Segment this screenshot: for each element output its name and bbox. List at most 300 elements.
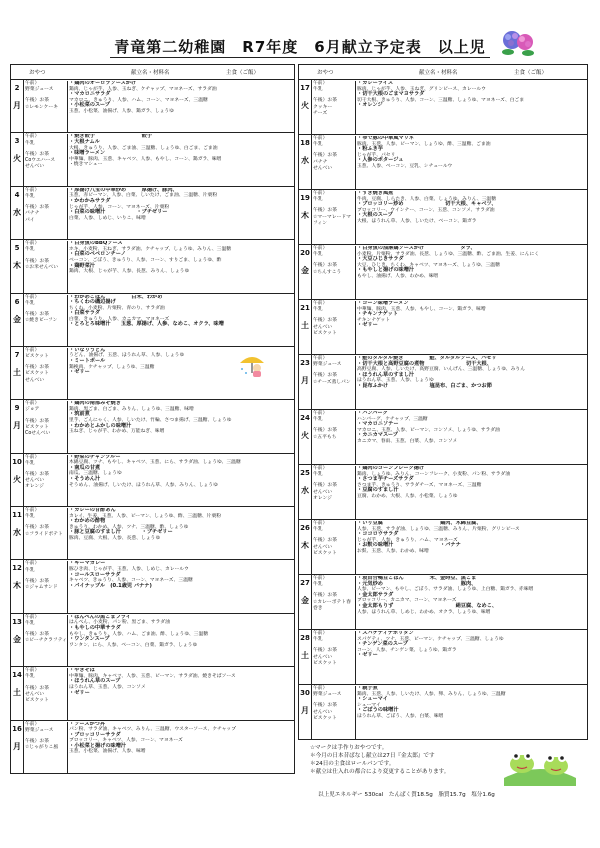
snack-line: 午後）お茶 xyxy=(25,738,49,744)
day-number: 14 xyxy=(12,671,22,680)
ingredient-line: 玉葱、人参、ベーコン、豆乳、シチュールウ xyxy=(357,163,453,169)
date-cell xyxy=(299,410,312,464)
day-row xyxy=(11,454,294,507)
dish-name: ・やきそば xyxy=(69,668,95,674)
menu-cell xyxy=(69,134,292,168)
snack-line: 午前） xyxy=(313,686,328,691)
day-row xyxy=(299,520,587,575)
dish-name: ・スパゲティナポリタン xyxy=(357,631,414,636)
weekday: 土 xyxy=(301,321,309,330)
dish-name: ・鶏肉の南部みそ焼き xyxy=(69,401,121,407)
dish-name: ・わかめとふかしの味噌汁 xyxy=(69,422,132,429)
snack-line: ビスケット xyxy=(313,715,337,721)
snack-line: 牛乳 xyxy=(25,567,35,573)
menu-cell xyxy=(357,411,585,445)
ingredient-line: ブロッコリー、ウインナー、コーン、玉葱、コンソメ、サラダ油 xyxy=(357,207,495,213)
ingredient-line: 小麦粉、片栗粉、サラダ油、長葱、しょうゆ、三温糖、酢、ごま油、生姜、にんにく xyxy=(357,251,540,257)
date-cell xyxy=(299,355,312,409)
day-number: 2 xyxy=(14,84,20,92)
ingredient-line: 中華麺、豚肉、玉葱、人参、もやし、コーン、鶏ガラ、味噌 xyxy=(357,306,486,312)
hydrangea-illustration xyxy=(500,28,536,58)
snack-cell xyxy=(25,401,68,452)
snack-line: ビスケット xyxy=(25,697,49,703)
date-cell xyxy=(11,133,24,185)
snack-cell xyxy=(313,686,356,740)
snack-line: 午前） xyxy=(25,721,40,727)
snack-line: 牛乳 xyxy=(313,472,323,478)
snack-cell xyxy=(313,631,356,684)
ingredient-line: 鶏肉、大根、じゃが芋、人参、長葱、みりん、しょうゆ xyxy=(69,269,190,275)
ingredient-line: 豚肉、じゃが芋、人参、玉ねぎ、グリンピース、カレールウ xyxy=(357,86,486,92)
snack-line: 午後）お茶 xyxy=(25,632,49,638)
snack-line: 牛乳 xyxy=(313,637,323,643)
snack-cell xyxy=(25,188,68,239)
snack-cell xyxy=(313,191,356,244)
dish-name: ・カレーライス xyxy=(357,81,394,86)
snack-line: 午後）お茶 xyxy=(25,311,49,317)
date-cell xyxy=(299,80,312,134)
dish-name: ・白菜のペペロンチーノ xyxy=(69,251,126,258)
day-number: 13 xyxy=(12,617,22,626)
frog-illustration xyxy=(500,740,580,786)
dish-name: ・コールスローサラダ xyxy=(69,571,121,578)
date-cell xyxy=(299,190,312,244)
day-row xyxy=(11,133,294,186)
date-cell xyxy=(299,245,312,299)
dish-name: ・カニカマスープ xyxy=(357,432,398,439)
ingredient-line: 鶏肉、じゃが芋、人参、玉ねぎ、ケチャップ、マヨネーズ、サラダ油 xyxy=(69,86,217,92)
dish-name: ・豚と豆腐のすまし汁 ・ブチゼリー xyxy=(69,529,173,536)
dish-name: ・そうめん汁 xyxy=(69,476,101,482)
menu-cell xyxy=(69,81,292,115)
weekday: 金 xyxy=(13,634,21,644)
snack-line: ☆マーマレードマフィン xyxy=(313,214,351,226)
dish-name: ・ごぼうの味噌汁 xyxy=(357,707,399,714)
ingredient-line: パン粉、サラダ油、キャベツ、みりん、三温糖、ウスターソース、ケチャップ xyxy=(69,727,237,733)
header-menu: 献立名・材料名 xyxy=(131,70,170,76)
snack-line: 午前） xyxy=(313,356,328,361)
dish-name: ・パイナップル (0.1歳児 バナナ) xyxy=(69,582,152,589)
weekday: 土 xyxy=(301,651,309,660)
dish-name: ・とろとろ味噌汁 玉葱、厚揚げ、人参、なめこ、オクラ、味噌 xyxy=(69,321,224,328)
day-row xyxy=(11,80,294,133)
dish-name: ・わかめごはん 白米、わかめ xyxy=(69,294,163,300)
date-cell xyxy=(11,80,24,132)
dish-name: ・シューマイ xyxy=(357,696,388,703)
snack-line: ビスケット xyxy=(25,424,49,430)
dish-name: ・コーン味噌ラーメン xyxy=(357,301,409,306)
ingredient-line: 大根、きゅうり、人参、ごま油、三温糖、しょうゆ、白ごま、ごま油 xyxy=(69,145,218,151)
snack-line: 午後）お茶 xyxy=(25,258,49,264)
weekday: 火 xyxy=(13,154,21,164)
dish-name: ・切干大根と高野豆腐の煮物 切干大根、 xyxy=(357,360,492,367)
menu-cell xyxy=(69,401,292,435)
table-header xyxy=(11,65,294,80)
snack-line: 午後）お茶 xyxy=(25,151,49,157)
dish-name: ・わかめの酢物 xyxy=(69,518,106,525)
dish-name: ・ワンタンスープ xyxy=(69,636,110,643)
snack-cell xyxy=(25,81,68,132)
snack-line: 午前） xyxy=(313,246,328,251)
ingredient-line: そうめん、油揚げ、しいたけ、ほうれん草、人参、みりん、しょうゆ xyxy=(69,482,218,488)
header-rice: 主食（ご飯） xyxy=(514,70,548,76)
ingredient-line: お麩、玉葱、人参、わかめ、味噌 xyxy=(357,548,429,554)
snack-line: クッキー xyxy=(313,104,333,110)
dish-name: ・鶏野菜汁 xyxy=(69,262,95,269)
snack-cell xyxy=(313,576,356,629)
snack-line: 午前） xyxy=(313,136,328,141)
day-row xyxy=(299,685,587,740)
ingredient-line: じゃが芋、人参、きゅうり、ハム、マヨネーズ xyxy=(357,537,458,543)
snack-line: 午前） xyxy=(313,191,328,196)
weekday: 土 xyxy=(13,688,21,698)
day-number: 27 xyxy=(300,579,310,587)
dish-name: ・鶏肉のオーロラソースがけ xyxy=(69,81,137,86)
weekday: 水 xyxy=(13,207,21,217)
ingredient-line: 中華麺、豚肉、キャベツ、人参、玉葱、ピーマン、サラダ油、焼きそばソース xyxy=(69,673,236,679)
day-number: 4 xyxy=(14,190,20,199)
snack-line: 午後）お茶 xyxy=(313,703,337,709)
snack-line: ビスケット xyxy=(313,550,337,556)
note-line: ☆マークは手作りおやつです。 xyxy=(310,745,388,751)
snack-line: 牛乳 xyxy=(25,514,35,520)
snack-line: 午前） xyxy=(313,466,328,471)
snack-line: 午前） xyxy=(313,521,328,526)
day-row xyxy=(11,347,294,400)
snack-line: 牛乳 xyxy=(313,582,323,588)
snack-line: 午後）お茶 xyxy=(313,153,337,159)
ingredient-line: 中華麺、豚肉、玉葱、キャベツ、人参、もやし、コーン、鶏ガラ、味噌 xyxy=(69,156,222,162)
dish-name: ・ほうれん草のスープ xyxy=(69,678,121,685)
table-header xyxy=(299,65,587,80)
snack-line: 野菜ジュース xyxy=(25,727,54,733)
day-number: 5 xyxy=(14,244,20,253)
ingredient-line: 豚肉、豆腐、大根、人参、長葱、しょうゆ xyxy=(69,535,161,541)
menu-cell xyxy=(357,301,585,329)
dish-name: ・鶏肉のコーンフレーク揚げ xyxy=(357,466,425,471)
weekday: 火 xyxy=(301,431,309,440)
snack-cell xyxy=(25,455,68,506)
snack-line: 午前） xyxy=(25,347,40,353)
dish-name: ・ミートボール xyxy=(69,358,106,365)
ingredient-line: マカロニ、きゅうり、人参、ハム、コーン、マヨネーズ、三温糖 xyxy=(69,97,208,103)
snack-line: 午後）お茶 xyxy=(25,205,49,211)
dish-name: ・いなりうどん xyxy=(69,347,106,353)
header-menu: 献立名・材料名 xyxy=(419,70,458,76)
ingredient-line: ブロッコリー、カニカマ、コーン、マヨネーズ xyxy=(357,598,457,604)
date-cell xyxy=(11,240,24,292)
snack-line: ☆五平もち xyxy=(313,434,337,440)
dish-name: ・白菜の味噌汁 ・ブチゼリー xyxy=(69,209,168,216)
snack-line: 午前） xyxy=(313,81,328,86)
snack-line: 午前） xyxy=(25,508,40,513)
snack-line: 午前） xyxy=(313,411,328,416)
snack-line: ビスケット xyxy=(313,330,337,336)
ingredient-line: 牛肉、豆腐、しらたき、人参、白菜、しょうゆ、みりん、三温糖 xyxy=(357,196,497,202)
ingredient-line: 鶏挽肉、ケチャップ、しょうゆ、三温糖 xyxy=(69,364,155,370)
dish-name: ・大豆ひじきサラダ xyxy=(357,256,404,263)
snack-line: ☆フライドポテト xyxy=(25,531,63,537)
header-rice: 主食（ご飯） xyxy=(226,70,260,76)
menu-cell xyxy=(357,136,585,170)
day-number: 21 xyxy=(300,304,310,312)
snack-line: 野菜ジュース xyxy=(313,692,342,698)
snack-cell xyxy=(313,136,356,189)
date-cell xyxy=(299,685,312,740)
dish-name: ・元気炒め 豚肉、 xyxy=(357,580,477,587)
menu-cell xyxy=(357,466,585,500)
snack-line: 牛乳 xyxy=(313,252,323,258)
day-number: 7 xyxy=(14,350,20,359)
dish-name: ・小松菜のスープ xyxy=(69,102,110,109)
ingredient-line: 玉葱、赤ピーマン、人参、白菜、しいたけ、ごま油、三温糖、片栗粉 xyxy=(69,193,218,199)
snack-line: ☆レモンケーキ xyxy=(25,104,58,110)
ingredient-line: キャベツ、きゅうり、人参、コーン、マヨネーズ、三温糖 xyxy=(69,578,193,584)
snack-line: 午前） xyxy=(25,187,40,193)
dish-name: ・大根ナムル xyxy=(69,138,100,145)
dish-name: ・チキンナゲット xyxy=(357,311,399,318)
dish-name: ・白身魚の油淋鶏ソースがけ タラ、 xyxy=(357,246,476,251)
dish-name: ・坂田合鴨豆ごはん 米、金時豆、黒ごま xyxy=(357,576,477,581)
ingredient-line: 南瓜、三温糖、しょうゆ xyxy=(69,471,122,477)
snack-line: 午後）お茶 xyxy=(313,648,337,654)
dish-name: ・厚揚げ八宝の中華炒め 厚揚げ、豚肉、 xyxy=(69,187,178,193)
snack-line: 午後）お茶 xyxy=(25,578,49,584)
snack-line: オレンジ xyxy=(25,484,44,490)
snack-line: 野菜ジュース xyxy=(313,362,342,368)
snack-line: 午前） xyxy=(25,668,40,674)
dish-name: ・粉ふき芋 xyxy=(357,146,383,153)
day-row xyxy=(299,80,587,135)
menu-cell xyxy=(69,561,292,589)
dish-name: ・ソースかつ丼 xyxy=(69,721,106,727)
snack-line: ☆焼きビーフン xyxy=(25,318,58,324)
date-cell xyxy=(299,465,312,519)
ingredient-line: さつま芋、きゅうり、サラダチーズ、マヨネーズ、三温糖 xyxy=(357,482,482,488)
snack-line: ☆カレーポテト春巻き xyxy=(313,599,351,611)
snack-line: 午後）お茶 xyxy=(313,373,337,379)
ingredient-line: ベーコン、ごぼう、きゅうり、人参、コーン、すりごま、しょうゆ、酢 xyxy=(69,257,222,263)
date-cell xyxy=(299,135,312,189)
day-row xyxy=(11,507,294,560)
snack-line: せんべい xyxy=(313,709,333,715)
dish-name: ・ココロウサラダ xyxy=(357,531,399,538)
ingredient-line: 玉ねぎ、じゃが芋、わかめ、万能ねぎ、味噌 xyxy=(69,429,165,435)
menu-table-left xyxy=(10,64,295,774)
snack-line: ☆ちんすこう xyxy=(313,269,342,275)
snack-line: ☆お米せんべい xyxy=(25,264,58,270)
ingredient-line: 里芋、ごんにゃく、人参、しいたけ、竹輪、さつま揚げ、三温糖、しょうゆ xyxy=(69,418,232,424)
menu-cell xyxy=(357,246,585,280)
snack-line: ☆ピーチクラフティ xyxy=(25,638,67,644)
snack-line: せんべい xyxy=(25,478,45,484)
snack-line: 午後）お茶 xyxy=(25,365,49,371)
dish-name: ・オレンジ xyxy=(357,102,383,109)
snack-cell xyxy=(313,356,356,409)
ingredient-line: 大根、ほうれん草、人参、しいたけ、ベーコン、鶏ガラ xyxy=(357,218,477,224)
snack-line: 牛乳 xyxy=(313,197,323,203)
snack-cell xyxy=(25,561,68,612)
day-number: 26 xyxy=(300,524,310,532)
menu-cell xyxy=(69,455,292,489)
ingredient-line: ほうれん草、玉葱、人参、しょうゆ xyxy=(357,378,434,384)
day-row xyxy=(11,667,294,720)
dish-name: ・ブロッコリー炒め 切干大根、キャベツ、 xyxy=(357,201,497,208)
dish-name: ・親子煮 xyxy=(357,686,378,691)
menu-table-right xyxy=(298,64,588,740)
dish-name: ・切干大根のごまマヨサラダ xyxy=(357,91,425,98)
dish-name: ・お麩の味噌汁 ・バナナ xyxy=(357,542,461,549)
day-number: 18 xyxy=(300,139,310,147)
ingredient-line: 玉葱、小松菜、油揚げ、人参、味噌 xyxy=(69,749,146,755)
snack-cell xyxy=(25,615,68,666)
ingredient-line: うどん、油揚げ、玉葱、ほうれん草、人参、しょうゆ xyxy=(69,353,185,359)
dish-name: ・白菜サラダ xyxy=(69,310,101,317)
snack-line: 午後）お茶 xyxy=(313,593,337,599)
snack-line: バナナ xyxy=(25,211,40,217)
date-cell xyxy=(11,667,24,719)
dish-name: ・ちくわの磯辺揚げ xyxy=(69,299,116,306)
snack-line: 野菜ジュース xyxy=(25,87,54,93)
menu-cell xyxy=(69,295,292,329)
snack-line: 午前） xyxy=(25,614,40,620)
ingredient-line: ちくわ、小麦粉、片栗粉、青のり、サラダ油 xyxy=(69,305,165,311)
weekday: 金 xyxy=(301,266,309,275)
snack-line: 午前） xyxy=(25,561,40,567)
snack-line: バナナ xyxy=(313,159,328,165)
note-line: ＊24日の主食はロールパンです。 xyxy=(310,761,395,767)
snack-line: 牛乳 xyxy=(313,417,323,423)
day-row xyxy=(11,187,294,240)
dish-name: ・さつま芋チーズサラダ xyxy=(357,476,414,483)
day-number: 25 xyxy=(300,469,310,477)
ingredient-line: 豚肉、玉葱、人参、ピーマン、しょうゆ、酢、三温糖、ごま油 xyxy=(357,141,491,147)
menu-cell xyxy=(357,191,585,225)
day-row xyxy=(299,190,587,245)
dish-name: ・人参のポタージュ xyxy=(357,157,404,164)
ingredient-line: 白菜、きゅうり、人参、カニカマ、マヨネーズ xyxy=(69,316,170,322)
snack-line: 午前） xyxy=(25,241,40,247)
date-cell xyxy=(299,300,312,354)
ingredient-line: じゃが芋、パセリ xyxy=(357,152,396,158)
snack-line: 牛乳 xyxy=(25,193,35,199)
snack-line: 午前） xyxy=(25,294,40,300)
ingredient-line: チキンナゲット xyxy=(357,317,391,323)
dish-name: ・カレーの甘酢あん xyxy=(69,508,116,513)
weekday: 木 xyxy=(13,581,21,591)
snack-cell xyxy=(25,134,68,185)
menu-cell xyxy=(357,81,585,109)
weekday: 月 xyxy=(301,706,309,715)
ingredient-line: はんぺん、小麦粉、パン粉、黒ごま、サラダ油 xyxy=(69,620,170,626)
snack-line: 午後）お茶 xyxy=(25,472,49,478)
weekday: 土 xyxy=(13,367,21,377)
day-number: 9 xyxy=(14,404,20,413)
snack-line: 午後）お茶 xyxy=(313,483,337,489)
weekday: 月 xyxy=(13,101,21,110)
snack-line: 午前） xyxy=(25,134,40,140)
dish-name: ・昆布ふかけ 塩昆布、白ごま、かつお節 xyxy=(357,382,492,389)
ingredient-line: ほうれん草、玉葱、人参、コンソメ xyxy=(69,684,146,690)
snack-line: 牛乳 xyxy=(313,142,323,148)
snack-line: チーズ xyxy=(313,110,328,116)
snack-line: 午前） xyxy=(25,454,40,460)
ingredient-line: ほうれん草、ごぼう、人参、白菜、味噌 xyxy=(357,713,444,719)
ingredient-line: カニカマ、春雨、玉葱、白菜、人参、コンソメ xyxy=(357,438,458,444)
date-cell xyxy=(11,614,24,666)
menu-cell xyxy=(69,722,292,756)
day-number: 30 xyxy=(300,689,310,697)
ingredient-line: 人参、ほうれん草、しめじ、わかめ、オクラ、しょうゆ、味噌 xyxy=(357,609,491,615)
snack-line: 午前） xyxy=(25,81,40,86)
ingredient-line: ハンバーグ、ケチャップ、三温糖 xyxy=(357,416,428,422)
dish-name: ・キーマカレー xyxy=(69,561,106,567)
date-cell xyxy=(299,520,312,574)
snack-cell xyxy=(313,411,356,464)
day-row xyxy=(299,355,587,410)
ingredient-line: ブロッコリー、キャベツ、人参、コーン、マヨネーズ xyxy=(69,738,183,744)
dish-name: ・金太郎サラダ xyxy=(357,591,394,598)
ingredient-line: コーン、人参、チンゲン菜、しょうゆ、鶏ガラ xyxy=(357,647,457,653)
snack-line: せんべい xyxy=(25,377,45,383)
snack-cell xyxy=(25,668,68,719)
snack-line: Coせんべい xyxy=(25,431,51,437)
date-cell xyxy=(11,187,24,239)
snack-line: 午後）お茶 xyxy=(313,428,337,434)
snack-line: オレンジ xyxy=(313,495,332,501)
dish-name: ・ゼリー xyxy=(357,652,378,659)
note-line: ＊献立は仕入れの都合により変更することがあります。 xyxy=(310,769,450,775)
day-number: 16 xyxy=(12,724,22,733)
child-umbrella-illustration xyxy=(238,353,266,377)
dish-name: ・金太郎もりず 絹豆腐、なめこ、 xyxy=(357,602,498,609)
snack-line: せんべい xyxy=(313,324,333,330)
menu-cell xyxy=(357,356,585,390)
snack-line: 午後）お茶 xyxy=(25,685,49,691)
weekday: 水 xyxy=(13,528,21,537)
snack-line: 午後）お茶 xyxy=(313,98,337,104)
day-row xyxy=(11,294,294,347)
snack-line: 午後）お茶 xyxy=(313,318,337,324)
dish-name: ・大根のスープ xyxy=(357,212,393,219)
day-row xyxy=(299,465,587,520)
weekday: 月 xyxy=(301,376,309,385)
header-snack: おやつ xyxy=(317,70,334,76)
snack-cell xyxy=(313,466,356,519)
dish-name: ・もやしと揚げの味噌汁 xyxy=(357,267,415,274)
ingredient-line: スパゲティ、ツナ、玉葱、ピーマン、ケチャップ、三温糖、しょうゆ xyxy=(357,636,504,642)
day-number: 12 xyxy=(12,564,22,573)
ingredient-line: 鶏肉、しょうゆ、みりん、コーンフレーク、小麦粉、パン粉、サラダ油 xyxy=(357,471,511,477)
snack-cell xyxy=(25,508,68,559)
day-number: 10 xyxy=(12,457,22,466)
snack-line: Coウエハース xyxy=(25,157,56,163)
dish-name: ・味噌ラーメン xyxy=(69,150,106,157)
menu-cell xyxy=(357,521,585,555)
dish-name: ・鮭のタルタル焼き 鮭、タルタルソース、パセリ xyxy=(357,356,497,361)
date-cell xyxy=(11,507,24,559)
ingredient-line: 人参、ピーマン、もやし、ごぼう、サラダ油、しょうゆ、上白糖、鶏ガラ、赤味噌 xyxy=(357,587,534,593)
menu-cell xyxy=(357,576,585,615)
dish-name: ・マカロニサラダ xyxy=(69,91,111,98)
dish-name: ・ゼリー xyxy=(357,322,378,329)
ingredient-line: 高野豆腐、人参、しいたけ、高野豆腐、いんげん、三温糖、しょうゆ、みりん xyxy=(357,367,525,373)
dish-name: ・野菜のチャンプルー xyxy=(69,454,121,460)
snack-line: 午後）お茶 xyxy=(313,263,337,269)
date-cell xyxy=(11,560,24,612)
day-number: 3 xyxy=(14,137,20,146)
dish-name: ・もやしの中華サラダ xyxy=(69,624,121,631)
